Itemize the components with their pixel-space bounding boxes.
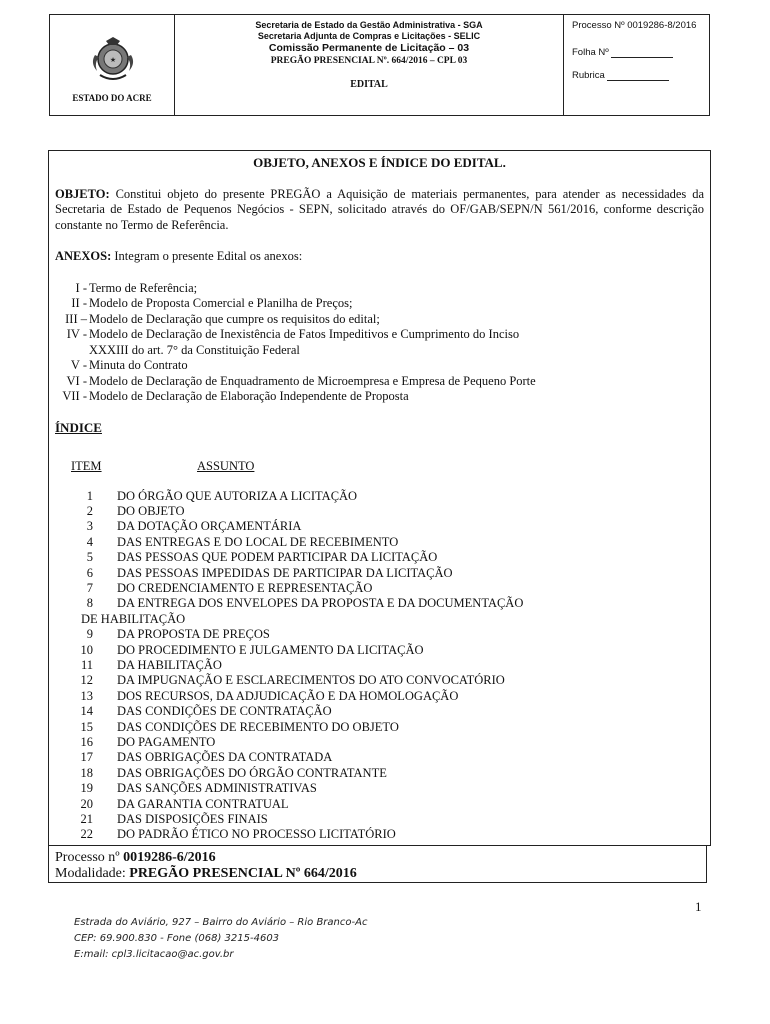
index-number: 1 xyxy=(86,488,93,503)
commission-name: Comissão Permanente de Licitação – 03 xyxy=(268,42,470,54)
index-row xyxy=(55,535,704,550)
index-row xyxy=(55,550,704,565)
index-row xyxy=(55,689,704,704)
index-row xyxy=(55,519,704,534)
index-subject: DAS CONDIÇÕES DE CONTRATAÇÃO xyxy=(117,704,332,719)
annex-item xyxy=(55,389,704,405)
agency-line-2: Secretaria Adjunta de Compras e Licitações - SELIC xyxy=(257,31,481,41)
pregao-id: PREGÃO PRESENCIAL Nº. 664/2016 – CPL 03 xyxy=(270,56,468,66)
column-item: ITEM xyxy=(71,459,102,473)
index-number: 20 xyxy=(80,796,93,811)
rubrica-label: Rubrica xyxy=(572,70,605,81)
rubrica-blank xyxy=(607,72,669,81)
index-number: 10 xyxy=(80,642,93,657)
processo-label: Processo nº xyxy=(55,850,124,865)
document-header xyxy=(49,14,710,116)
index-subject: DA DOTAÇÃO ORÇAMENTÁRIA xyxy=(117,519,302,534)
index-number: 4 xyxy=(86,534,93,549)
coat-of-arms-icon xyxy=(88,35,138,85)
index-row xyxy=(55,735,704,750)
index-row xyxy=(55,504,704,519)
index-number: 14 xyxy=(80,704,93,719)
annex-item xyxy=(55,281,704,297)
index-number: 13 xyxy=(80,688,93,703)
index-subject: DA IMPUGNAÇÃO E ESCLARECIMENTOS DO ATO CONVOCATÓRIO xyxy=(117,673,505,688)
index-subject: DAS PESSOAS IMPEDIDAS DE PARTICIPAR DA LICITAÇÃO xyxy=(117,565,453,580)
header-emblem-cell xyxy=(50,15,175,115)
index-number: 2 xyxy=(86,503,93,518)
index-number: 19 xyxy=(80,781,93,796)
objeto-paragraph xyxy=(55,187,704,234)
folha-label: Folha Nº xyxy=(572,47,609,58)
modalidade-line xyxy=(55,866,700,882)
agency-line-1: Secretaria de Estado da Gestão Administrativa - SGA xyxy=(255,20,483,30)
index-row xyxy=(55,720,704,735)
process-number: Processo Nº 0019286-8/2016 xyxy=(572,20,697,31)
index-subject: DA PROPOSTA DE PREÇOS xyxy=(117,627,270,642)
index-subject: DA GARANTIA CONTRATUAL xyxy=(117,796,289,811)
index-subject: DO CREDENCIAMENTO E REPRESENTAÇÃO xyxy=(117,580,373,595)
index-subject: DAS PESSOAS QUE PODEM PARTICIPAR DA LICITAÇÃO xyxy=(117,550,438,565)
objeto-label: OBJETO: xyxy=(55,186,110,201)
anexos-label: ANEXOS: xyxy=(55,249,112,263)
index-row xyxy=(55,673,704,688)
annex-number: IV - xyxy=(66,327,87,341)
anexos-text: Integram o presente Edital os anexos: xyxy=(111,249,303,263)
index-number: 11 xyxy=(80,657,93,672)
address-line-1: Estrada do Aviário, 927 – Bairro do Aviário – Rio Branco-Ac xyxy=(74,917,368,928)
index-row xyxy=(55,627,704,642)
indice-heading: ÍNDICE xyxy=(55,419,102,435)
modalidade-value: PREGÃO PRESENCIAL Nº 664/2016 xyxy=(129,866,357,881)
edital-content xyxy=(48,150,711,846)
index-row xyxy=(55,766,704,781)
index-row xyxy=(55,797,704,812)
index-column-headers xyxy=(55,459,704,475)
address-line-2: CEP: 69.900.830 - Fone (068) 3215-4603 xyxy=(74,933,280,944)
index-number: 21 xyxy=(80,812,93,827)
index-row xyxy=(55,658,704,673)
index-row xyxy=(55,812,704,827)
index-number: 16 xyxy=(80,735,93,749)
index-number: 5 xyxy=(86,550,93,565)
index-row-continuation xyxy=(55,612,704,627)
process-summary xyxy=(48,845,707,883)
index-number: 17 xyxy=(80,750,93,765)
folha-field xyxy=(572,47,701,58)
index-number: 8 xyxy=(86,596,93,611)
index-subject: DAS OBRIGAÇÕES DA CONTRATADA xyxy=(117,750,333,765)
column-assunto: ASSUNTO xyxy=(197,459,255,473)
annex-item xyxy=(55,296,704,312)
annex-item-continuation xyxy=(55,343,704,359)
annex-number: I - xyxy=(75,280,87,295)
annex-number: III – xyxy=(65,311,87,326)
header-process-cell xyxy=(564,15,709,115)
index-subject: DO OBJETO xyxy=(117,503,185,518)
index-subject: DA ENTREGA DOS ENVELOPES DA PROPOSTA E DA DOCUMENTAÇÃO xyxy=(117,596,524,611)
index-number: 15 xyxy=(80,719,93,734)
index-subject-continuation: DE HABILITAÇÃO xyxy=(81,611,186,626)
index-subject: DO ÓRGÃO QUE AUTORIZA A LICITAÇÃO xyxy=(117,488,358,503)
index-subject: DAS SANÇÕES ADMINISTRATIVAS xyxy=(117,781,317,796)
index-subject: DAS DISPOSIÇÕES FINAIS xyxy=(117,812,268,827)
index-row xyxy=(55,750,704,765)
page-number: 1 xyxy=(695,899,702,914)
anexos-paragraph xyxy=(55,249,704,265)
annex-text: Modelo de Declaração de Inexistência de Fatos Impeditivos e Cumprimento do Inciso xyxy=(89,327,520,341)
annex-item xyxy=(55,312,704,328)
index-number: 9 xyxy=(86,627,93,642)
annex-list xyxy=(55,281,704,405)
index-row xyxy=(55,781,704,796)
annex-text: Modelo de Declaração de Elaboração Independente de Proposta xyxy=(89,389,409,403)
processo-value: 0019286-6/2016 xyxy=(123,850,216,865)
state-name: ESTADO DO ACRE xyxy=(72,93,152,103)
index-row xyxy=(55,596,704,611)
modalidade-label: Modalidade: xyxy=(55,866,130,881)
index-row xyxy=(55,489,704,504)
index-subject: DO PROCEDIMENTO E JULGAMENTO DA LICITAÇÃO xyxy=(117,642,424,657)
annex-text: Modelo de Declaração que cumpre os requisitos do edital; xyxy=(89,311,380,326)
index-subject: DAS CONDIÇÕES DE RECEBIMENTO DO OBJETO xyxy=(117,719,399,734)
address-block xyxy=(74,915,367,963)
annex-item xyxy=(55,327,704,343)
index-subject: DO PAGAMENTO xyxy=(117,735,216,749)
header-agency-cell xyxy=(175,15,564,115)
index-list xyxy=(55,489,704,843)
svg-text:★: ★ xyxy=(109,56,117,64)
rubrica-field xyxy=(572,70,701,81)
index-number: 12 xyxy=(80,673,93,688)
index-subject: DOS RECURSOS, DA ADJUDICAÇÃO E DA HOMOLOGAÇÃO xyxy=(117,688,459,703)
processo-line xyxy=(55,850,700,866)
index-row xyxy=(55,643,704,658)
address-line-3: E:mail: cpl3.licitacao@ac.gov.br xyxy=(74,949,234,960)
index-subject: DAS ENTREGAS E DO LOCAL DE RECEBIMENTO xyxy=(117,534,399,549)
index-row xyxy=(55,704,704,719)
annex-text: Modelo de Proposta Comercial e Planilha de Preços; xyxy=(89,296,353,310)
annex-item xyxy=(55,374,704,390)
annex-text-continuation: XXXIII do art. 7° da Constituição Federal xyxy=(89,342,300,357)
index-subject: DO PADRÃO ÉTICO NO PROCESSO LICITATÓRIO xyxy=(117,827,396,842)
index-number: 22 xyxy=(80,827,93,842)
annex-number: II - xyxy=(71,296,87,310)
annex-text: Modelo de Declaração de Enquadramento de Microempresa e Empresa de Pequeno Porte xyxy=(89,373,536,388)
index-subject: DA HABILITAÇÃO xyxy=(117,657,222,672)
index-row xyxy=(55,581,704,596)
annex-text: Minuta do Contrato xyxy=(89,358,188,372)
index-number: 6 xyxy=(86,565,93,580)
index-number: 18 xyxy=(80,765,93,780)
annex-text: Termo de Referência; xyxy=(89,280,198,295)
annex-number: VII - xyxy=(62,389,87,403)
index-row xyxy=(55,566,704,581)
edital-label: EDITAL xyxy=(350,79,388,90)
index-number: 3 xyxy=(86,519,93,534)
annex-number: V - xyxy=(70,358,87,372)
page-title: OBJETO, ANEXOS E ÍNDICE DO EDITAL. xyxy=(253,155,506,170)
index-number: 7 xyxy=(86,580,93,595)
index-row xyxy=(55,827,704,842)
folha-blank xyxy=(611,49,673,58)
index-subject: DAS OBRIGAÇÕES DO ÓRGÃO CONTRATANTE xyxy=(117,765,387,780)
annex-number: VI - xyxy=(66,373,87,388)
objeto-text: Constitui objeto do presente PREGÃO a Aquisição de materiais permanentes, para atender as necessidades da Secretaria de Estado de Pequenos Negócios - SEPN, solicitado através do OF/GAB/SEPN/N 561/2016, conforme descrição constante no Termo de Referência. xyxy=(55,186,704,232)
annex-item xyxy=(55,358,704,374)
